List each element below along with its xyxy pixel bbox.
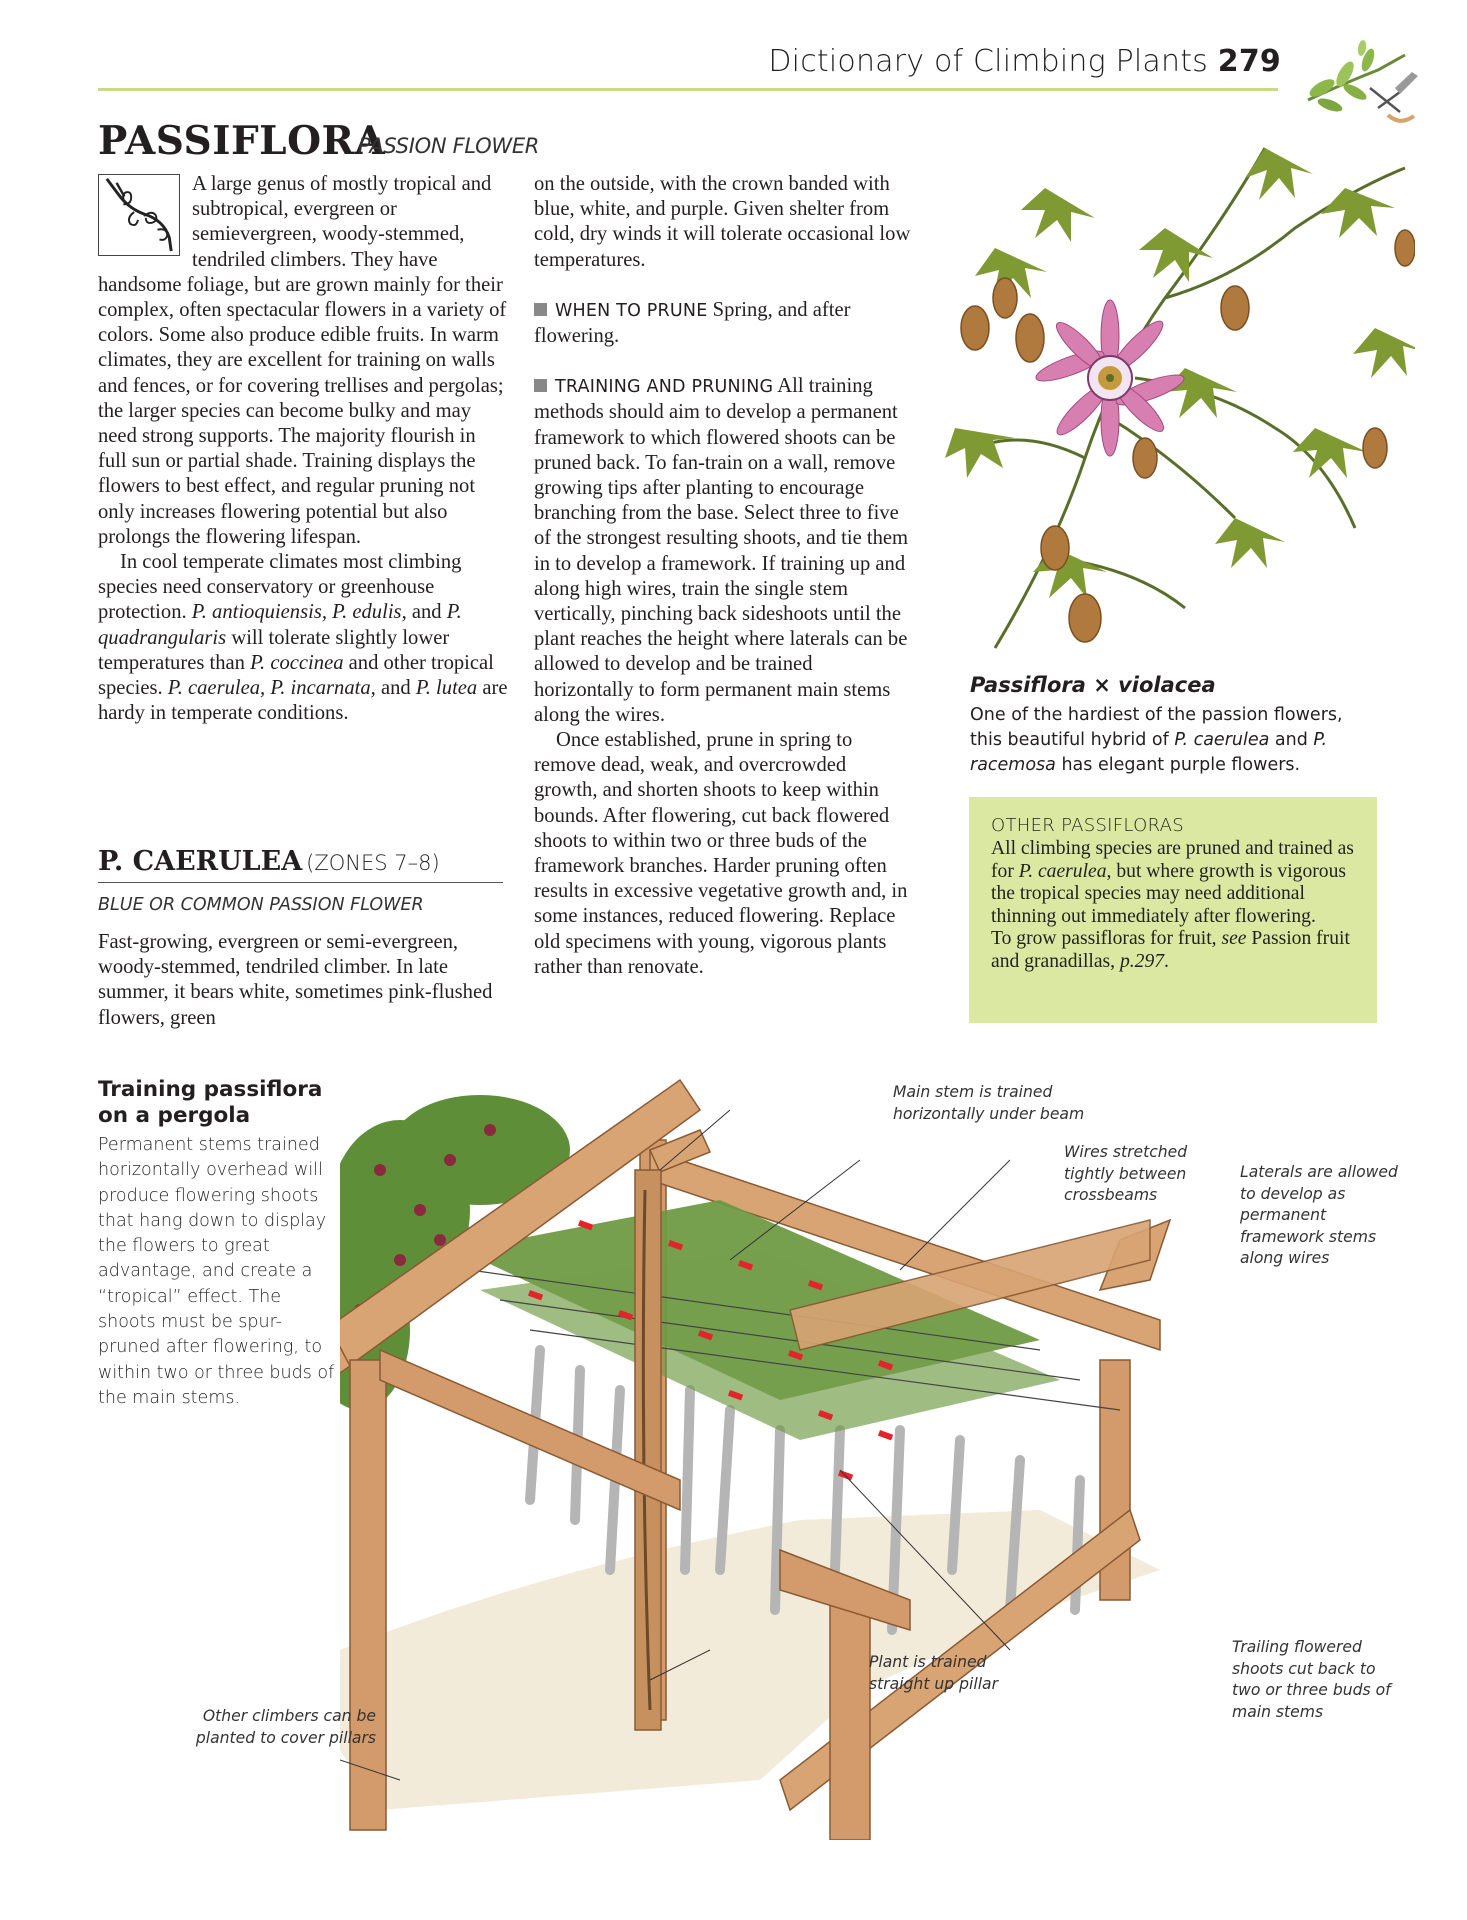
- photo-caption-title: Passiflora × violacea: [970, 673, 1216, 697]
- page-number: 279: [1217, 44, 1281, 79]
- diagram-body: Permanent stems trained horizontally overhead will produce flowering shoots that hang down to display the flowers to great advantage, and create a “tropical” effect. The shoots must be spur-pruned after flowering, to within two or three buds of the main stems.: [98, 1135, 335, 1408]
- prune-column: [534, 172, 914, 980]
- caerulea-name: P. CAERULEA: [98, 846, 303, 877]
- annotation-plant-pillar: Plant is trained straight up pillar: [869, 1653, 998, 1693]
- photo-caption-body: One of the hardiest of the passion flowers, this beautiful hybrid of P. caerulea and P. racemosa has elegant purple flowers.: [970, 705, 1343, 775]
- other-box-title: OTHER PASSIFLORAS: [991, 815, 1185, 836]
- when-to-prune: [534, 298, 914, 349]
- annotation-other-climbers: Other climbers can be planted to cover pillars: [195, 1707, 376, 1747]
- running-head: [768, 44, 1281, 79]
- annotation-wires: Wires stretched tightly between crossbeams: [1064, 1143, 1188, 1204]
- annotation-main-stem: Main stem is trained horizontally under beam: [893, 1083, 1085, 1123]
- leafy-sprig-with-pruners-icon: [1300, 30, 1420, 130]
- training-and-pruning: [534, 374, 914, 728]
- caerulea-common-name: BLUE OR COMMON PASSION FLOWER: [98, 895, 424, 915]
- when-to-prune-text: Spring, and after flowering.: [534, 298, 851, 348]
- passiflora-violacea-photo: [935, 128, 1415, 663]
- entry-common-name: PASSION FLOWER: [358, 134, 540, 158]
- caerulea-description-cont: on the outside, with the crown banded with blue, white, and purple. Given shelter from cold, dry winds it will tolerate occasional low temperatures.: [534, 173, 911, 271]
- other-passifloras-box: [969, 797, 1377, 1023]
- annotation-laterals: Laterals are allowed to develop as permanent framework stems along wires: [1240, 1163, 1398, 1267]
- bullet-square-icon: [534, 303, 547, 316]
- when-to-prune-heading: WHEN TO PRUNE: [555, 300, 708, 321]
- caerulea-heading: [98, 846, 503, 883]
- annotation-trailing-shoots: Trailing flowered shoots cut back to two or three buds of main stems: [1232, 1638, 1391, 1721]
- other-box-text: All climbing species are pruned and trained as for P. caerulea, but where growth is vigorous the tropical species may need additional thinning out immediately after flowering.: [991, 838, 1354, 927]
- other-box-crossref: To grow passifloras for fruit, see Passion fruit and granadillas, p.297.: [991, 928, 1350, 972]
- caerulea-description-start: Fast-growing, evergreen or semi-evergreen, woody-stemmed, tendriled climber. In late summer, it bears white, sometimes pink-flushed flowers, green: [98, 931, 493, 1029]
- diagram-title: Training passiflora on a pergola: [98, 1077, 323, 1128]
- training-paragraph-2: Once established, prune in spring to remove dead, weak, and overcrowded growth, and shorten shoots to keep within bounds. After flowering, cut back flowered shoots to within two or three buds of the framework branches. Harder pruning often results in excessive vegetative growth and, in some instances, reduced flowering. Replace old specimens with young, vigorous plants rather than renovate.: [534, 729, 908, 978]
- caerulea-zones: (ZONES 7–8): [306, 851, 440, 875]
- entry-title: PASSIFLORA: [98, 118, 386, 164]
- tendril-climber-icon: [98, 174, 180, 256]
- bullet-square-icon: [534, 379, 547, 392]
- running-title: Dictionary of Climbing Plants: [768, 44, 1209, 79]
- intro-column: [98, 172, 508, 726]
- intro-paragraph-1: A large genus of mostly tropical and subtropical, evergreen or semievergreen, woody-stemmed, tendriled climbers. They have handsome foliage, but are grown mainly for their complex, often spectacular flowers in a variety of colors. Some also produce edible fruits. In warm climates, they are excellent for training on walls and fences, or for covering trellises and pergolas; the larger species can become bulky and may need strong supports. The majority flourish in full sun or partial shade. Training displays the flowers to best effect, and regular pruning not only increases flowering potential but also prolongs the flowering lifespan.: [98, 173, 507, 548]
- training-text: All training methods should aim to develop a permanent framework to which flowered shoots can be pruned back. To fan-train on a wall, remove growing tips after planting to encourage branching from the base. Select three to five of the strongest resulting shoots, and tie them in to develop a framework. If training up and along high wires, train the single stem vertically, pinching back sideshoots until the plant reaches the height where laterals can be allowed to develop and be trained horizontally to form permanent main stems along the wires.: [534, 375, 909, 726]
- training-heading: TRAINING AND PRUNING: [555, 377, 774, 398]
- intro-paragraph-2: In cool temperate climates most climbing species need conservatory or greenhouse protection. P. antioquiensis, P. edulis, and P. quadrangularis will tolerate slightly lower temperatures than P. coccinea and other tropical species. P. caerulea, P. incarnata, and P. lutea are hardy in temperate conditions.: [98, 551, 508, 725]
- header-rule: [98, 88, 1278, 91]
